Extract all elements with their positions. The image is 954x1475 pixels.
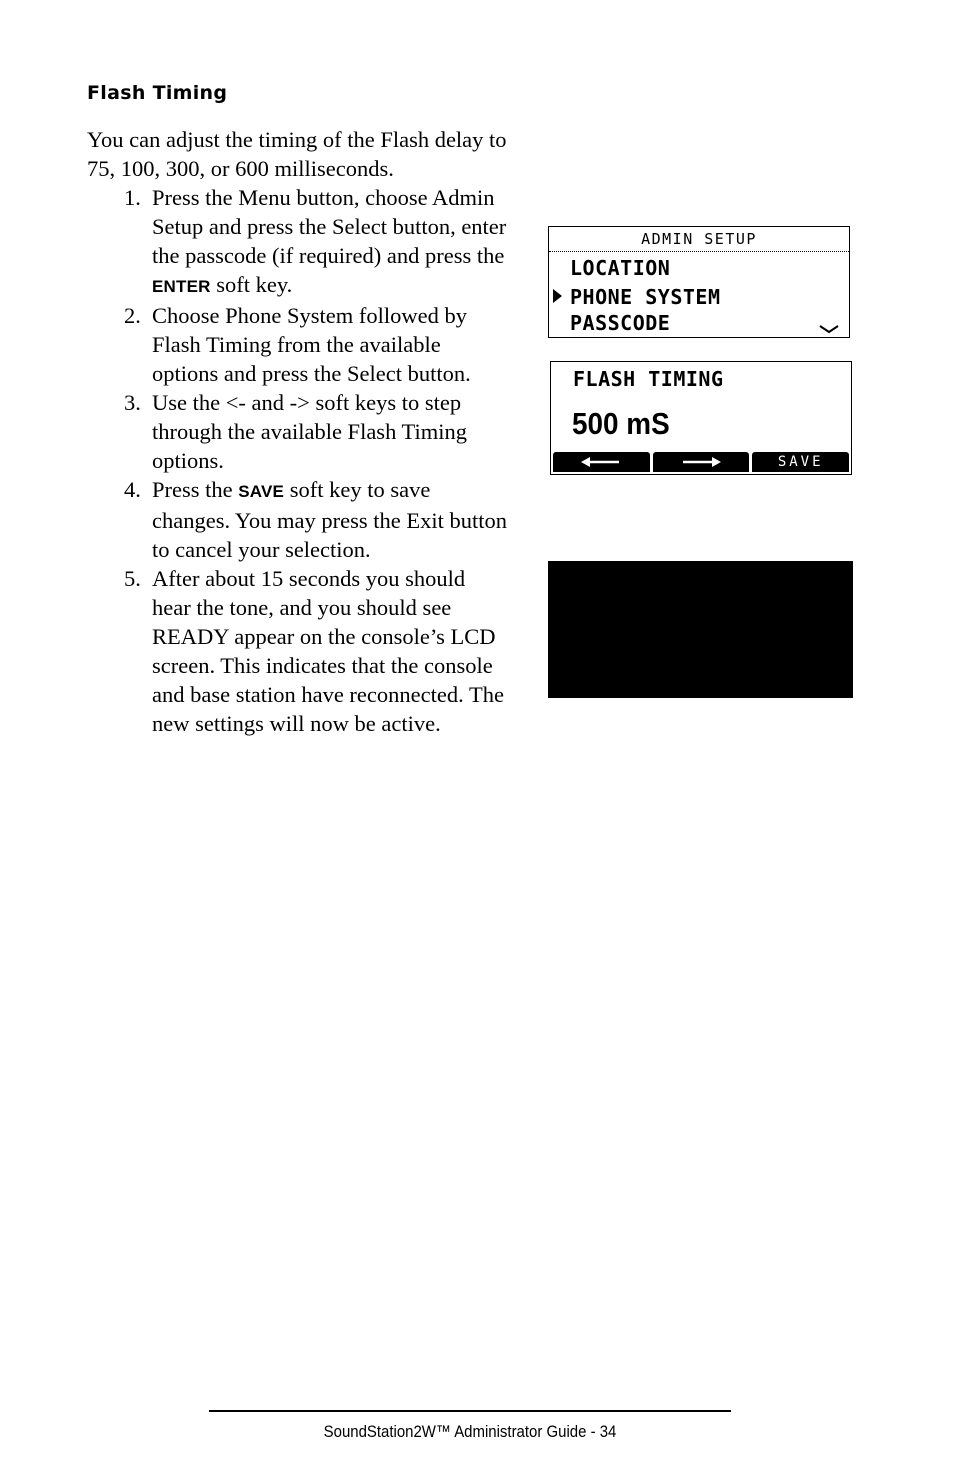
- step-text: After about 15 seconds you should hear the tone, and you should see READY appear on the console’s LCD screen. This indicates that the console and base station have reconnected. The new settings will now be active.: [152, 566, 504, 736]
- step-1: [87, 183, 507, 301]
- step-text: soft key.: [210, 272, 293, 297]
- softkey-right: [653, 452, 750, 472]
- flash-timing-value: 500 mS: [572, 406, 670, 441]
- softkey-name: ENTER: [152, 277, 211, 296]
- steps-list: [87, 183, 507, 738]
- instructions: [87, 125, 507, 738]
- menu-item-passcode: PASSCODE: [570, 311, 671, 335]
- step-3: [87, 388, 507, 475]
- step-number: 5.: [124, 566, 141, 591]
- arrow-left-icon: [581, 453, 621, 472]
- step-4: [87, 475, 507, 564]
- step-text: Press the Menu button, choose Admin Setup and press the Select button, enter the passcode (if required) and press the: [152, 185, 507, 268]
- page-footer: SoundStation2W™ Administrator Guide - 34: [323, 1422, 617, 1441]
- footer-divider: [209, 1410, 731, 1412]
- softkey-left: [553, 452, 650, 472]
- section-heading: Flash Timing: [87, 82, 228, 104]
- step-text: Press the: [152, 477, 239, 502]
- screen-title: ADMIN SETUP: [549, 227, 849, 252]
- arrow-right-icon: [681, 453, 721, 472]
- step-text: soft key to save changes. You may press the Exit button to cancel your selection.: [152, 477, 507, 562]
- chevron-down-icon: [819, 319, 839, 338]
- step-number: 2.: [124, 303, 141, 328]
- triangle-right-icon: [553, 289, 562, 303]
- save-softkey-label: SAVE: [777, 454, 824, 470]
- step-number: 3.: [124, 390, 141, 415]
- step-text: Use the <- and -> soft keys to step through the available Flash Timing options.: [152, 390, 467, 473]
- softkey-name: SAVE: [238, 482, 285, 501]
- step-number: 4.: [124, 477, 141, 502]
- softkey-bar: [553, 452, 849, 472]
- screen-title: FLASH TIMING: [573, 367, 724, 391]
- menu-item-phone-system: PHONE SYSTEM: [570, 285, 721, 309]
- menu-item-location: LOCATION: [570, 256, 671, 280]
- intro-paragraph: You can adjust the timing of the Flash delay to 75, 100, 300, or 600 milliseconds.: [87, 127, 507, 181]
- step-2: [87, 301, 507, 388]
- flash-timing-screen: [550, 361, 852, 475]
- softkey-save: [752, 452, 849, 472]
- step-number: 1.: [124, 185, 141, 210]
- admin-setup-screen: [548, 226, 850, 338]
- blank-lcd-panel: [548, 561, 853, 698]
- step-5: [87, 564, 507, 738]
- step-text: Choose Phone System followed by Flash Timing from the available options and press the Select button.: [152, 303, 471, 386]
